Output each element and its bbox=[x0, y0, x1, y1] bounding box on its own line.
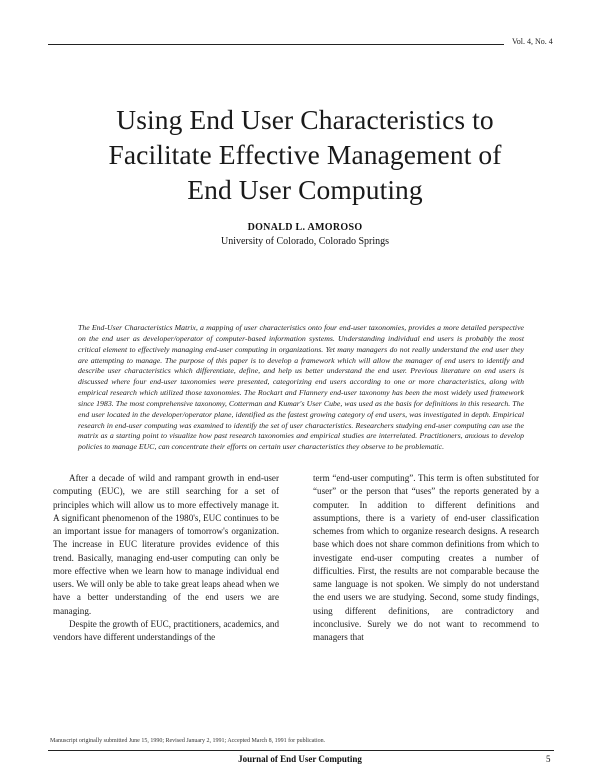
body-column-left bbox=[53, 472, 279, 644]
paragraph: After a decade of wild and rampant growth in end-user computing (EUC), we are still searching for a set of principles which will allow us to more effectively manage it. A significant phenomenon of the 1980's, EUC continues to be an important issue for managers of tomorrow's organization. The increase in EUC literature provides evidence of this trend. Basically, managing end-user computing can only be more effective when we learn how to manage individual end users. We will only be able to take great leaps ahead when we have a better understanding of the end users we are managing. bbox=[53, 473, 279, 616]
paper-title bbox=[40, 102, 570, 207]
header-rule bbox=[48, 44, 504, 45]
title-line-2: Facilitate Effective Management of bbox=[108, 139, 502, 170]
paragraph: Despite the growth of EUC, practitioners, academics, and vendors have different understandings of the bbox=[53, 618, 279, 642]
page-number: 5 bbox=[546, 754, 551, 764]
manuscript-footnote: Manuscript originally submitted June 15, 1990; Revised January 2, 1991; Accepted March 8, 1991 for publication. bbox=[50, 738, 326, 744]
author-name: DONALD L. AMOROSO bbox=[247, 222, 363, 233]
author-affiliation: University of Colorado, Colorado Springs bbox=[220, 236, 390, 247]
title-line-3: End User Computing bbox=[187, 174, 423, 205]
footer-rule bbox=[48, 750, 554, 751]
paragraph: term “end-user computing”. This term is often substituted for “user” or the person that “uses” the reports generated by a computer. In addition to different definitions and assumptions, there is a variety of end-user classification schemes from which to organize research designs. A research base which does not share common definitions from which to investigate end-user computing creates a number of difficulties. First, the results are not comparable because the same language is not spoken. We simply do not understand the end users we are studying. Second, some study findings, using different definitions, are contradictory and inconclusive. Surely we do not want to recommend to managers that bbox=[313, 473, 539, 642]
abstract: The End-User Characteristics Matrix, a mapping of user characteristics onto four end-user taxonomies, provides a more detailed perspective on the end user as developer/operator of computer-based information systems. Understanding individual end users is probably the most critical element to effectively managing end-user computing in organizations. Yet many managers do not really understand the end user they are attempting to manage. The purpose of this paper is to develop a framework which will allow the manager of end users to identify and describe user characteristics which differentiate, define, and help us better understand the end user. Previous literature on end users is discussed where four end-user taxonomies were presented, categorizing end users according to one or more characteristics, along with empirical research which utilized those taxonomies. The Rockart and Flannery end-user taxonomy has been the most widely used framework since 1983. The most comprehensive taxonomy, Cotterman and Kumar's User Cube, was used as the basis for definitions in this research. The end user located in the developer/operator plane, identified as the fastest growing category of end users, was investigated in depth. Empirical research in end-user computing was examined to identify the set of user characteristics. Researchers studying end-user computing can use the matrix as a starting point to visualize how past research taxonomies and empirical studies are interrelated. Practitioners, anxious to develop policies to manage EUC, can concentrate their efforts on certain user characteristics they observe to be problematic. bbox=[78, 323, 524, 452]
journal-name: Journal of End User Computing bbox=[238, 754, 362, 764]
body-column-right bbox=[313, 472, 539, 644]
volume-label: Vol. 4, No. 4 bbox=[512, 37, 553, 46]
title-line-1: Using End User Characteristics to bbox=[116, 104, 494, 135]
